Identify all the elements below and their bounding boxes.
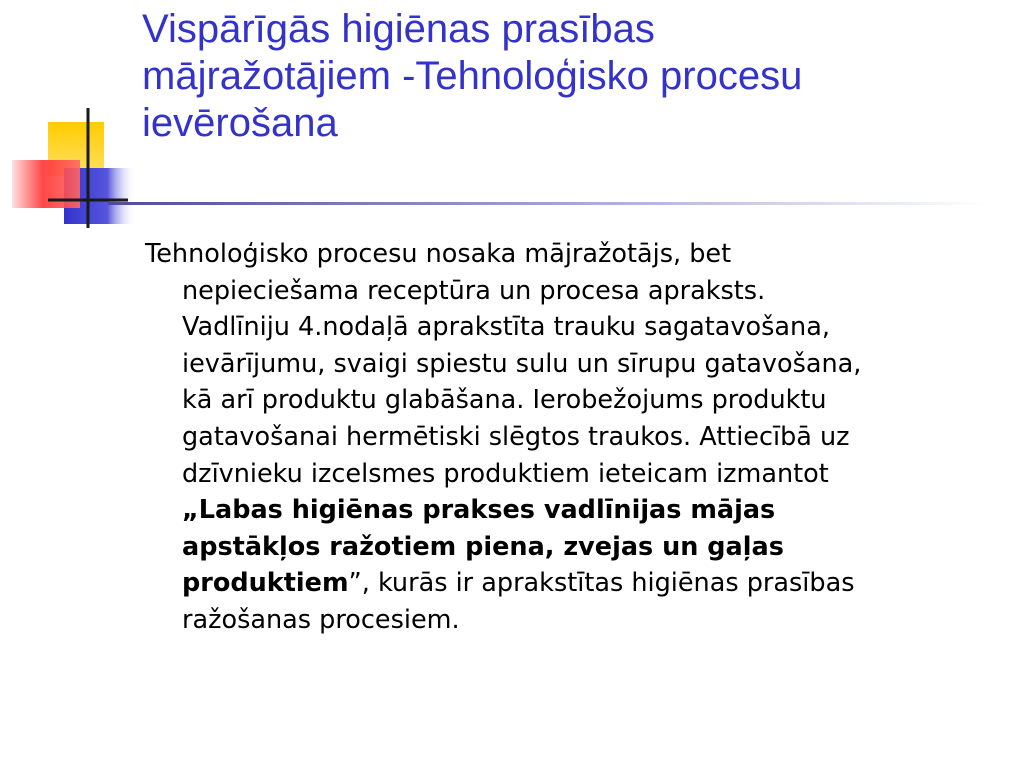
guideline-title-end: produktiem	[182, 568, 349, 599]
slide-title	[142, 6, 1002, 147]
title-line: mājražotājiem -Tehnoloģisko procesu	[142, 54, 803, 98]
title-line: Vispārīgās higiēnas prasības	[142, 7, 655, 51]
body-line: Tehnoloģisko procesu nosaka mājražotājs, bet	[145, 239, 732, 269]
body-line: gatavošanai hermētiski slēgtos traukos. Attiecībā uz	[182, 421, 850, 452]
guideline-title-line: apstākļos ražotiem piena, zvejas un gaļas	[182, 531, 784, 562]
body-line: kā arī produktu glabāšana. Ierobežojums produktu	[182, 385, 827, 416]
body-line: dzīvnieku izcelsmes produktiem ieteicam izmantot	[182, 458, 829, 489]
body-line: ”, kurās ir aprakstītas higiēnas prasības	[348, 568, 855, 599]
body-line: nepieciešama receptūra un procesa apraksts.	[182, 275, 766, 306]
title-line: ievērošana	[142, 101, 338, 145]
body-line: Vadlīniju 4.nodaļā aprakstīta trauku sagatavošana,	[182, 312, 830, 343]
body-line: ražošanas procesiem.	[182, 604, 460, 635]
guideline-title-line: „Labas higiēnas prakses vadlīnijas mājas	[182, 495, 776, 526]
body-paragraph	[145, 236, 1024, 639]
body-line: ievārījumu, svaigi spiestu sulu un sīrupu gatavošana,	[182, 348, 862, 379]
title-underline	[108, 202, 988, 205]
